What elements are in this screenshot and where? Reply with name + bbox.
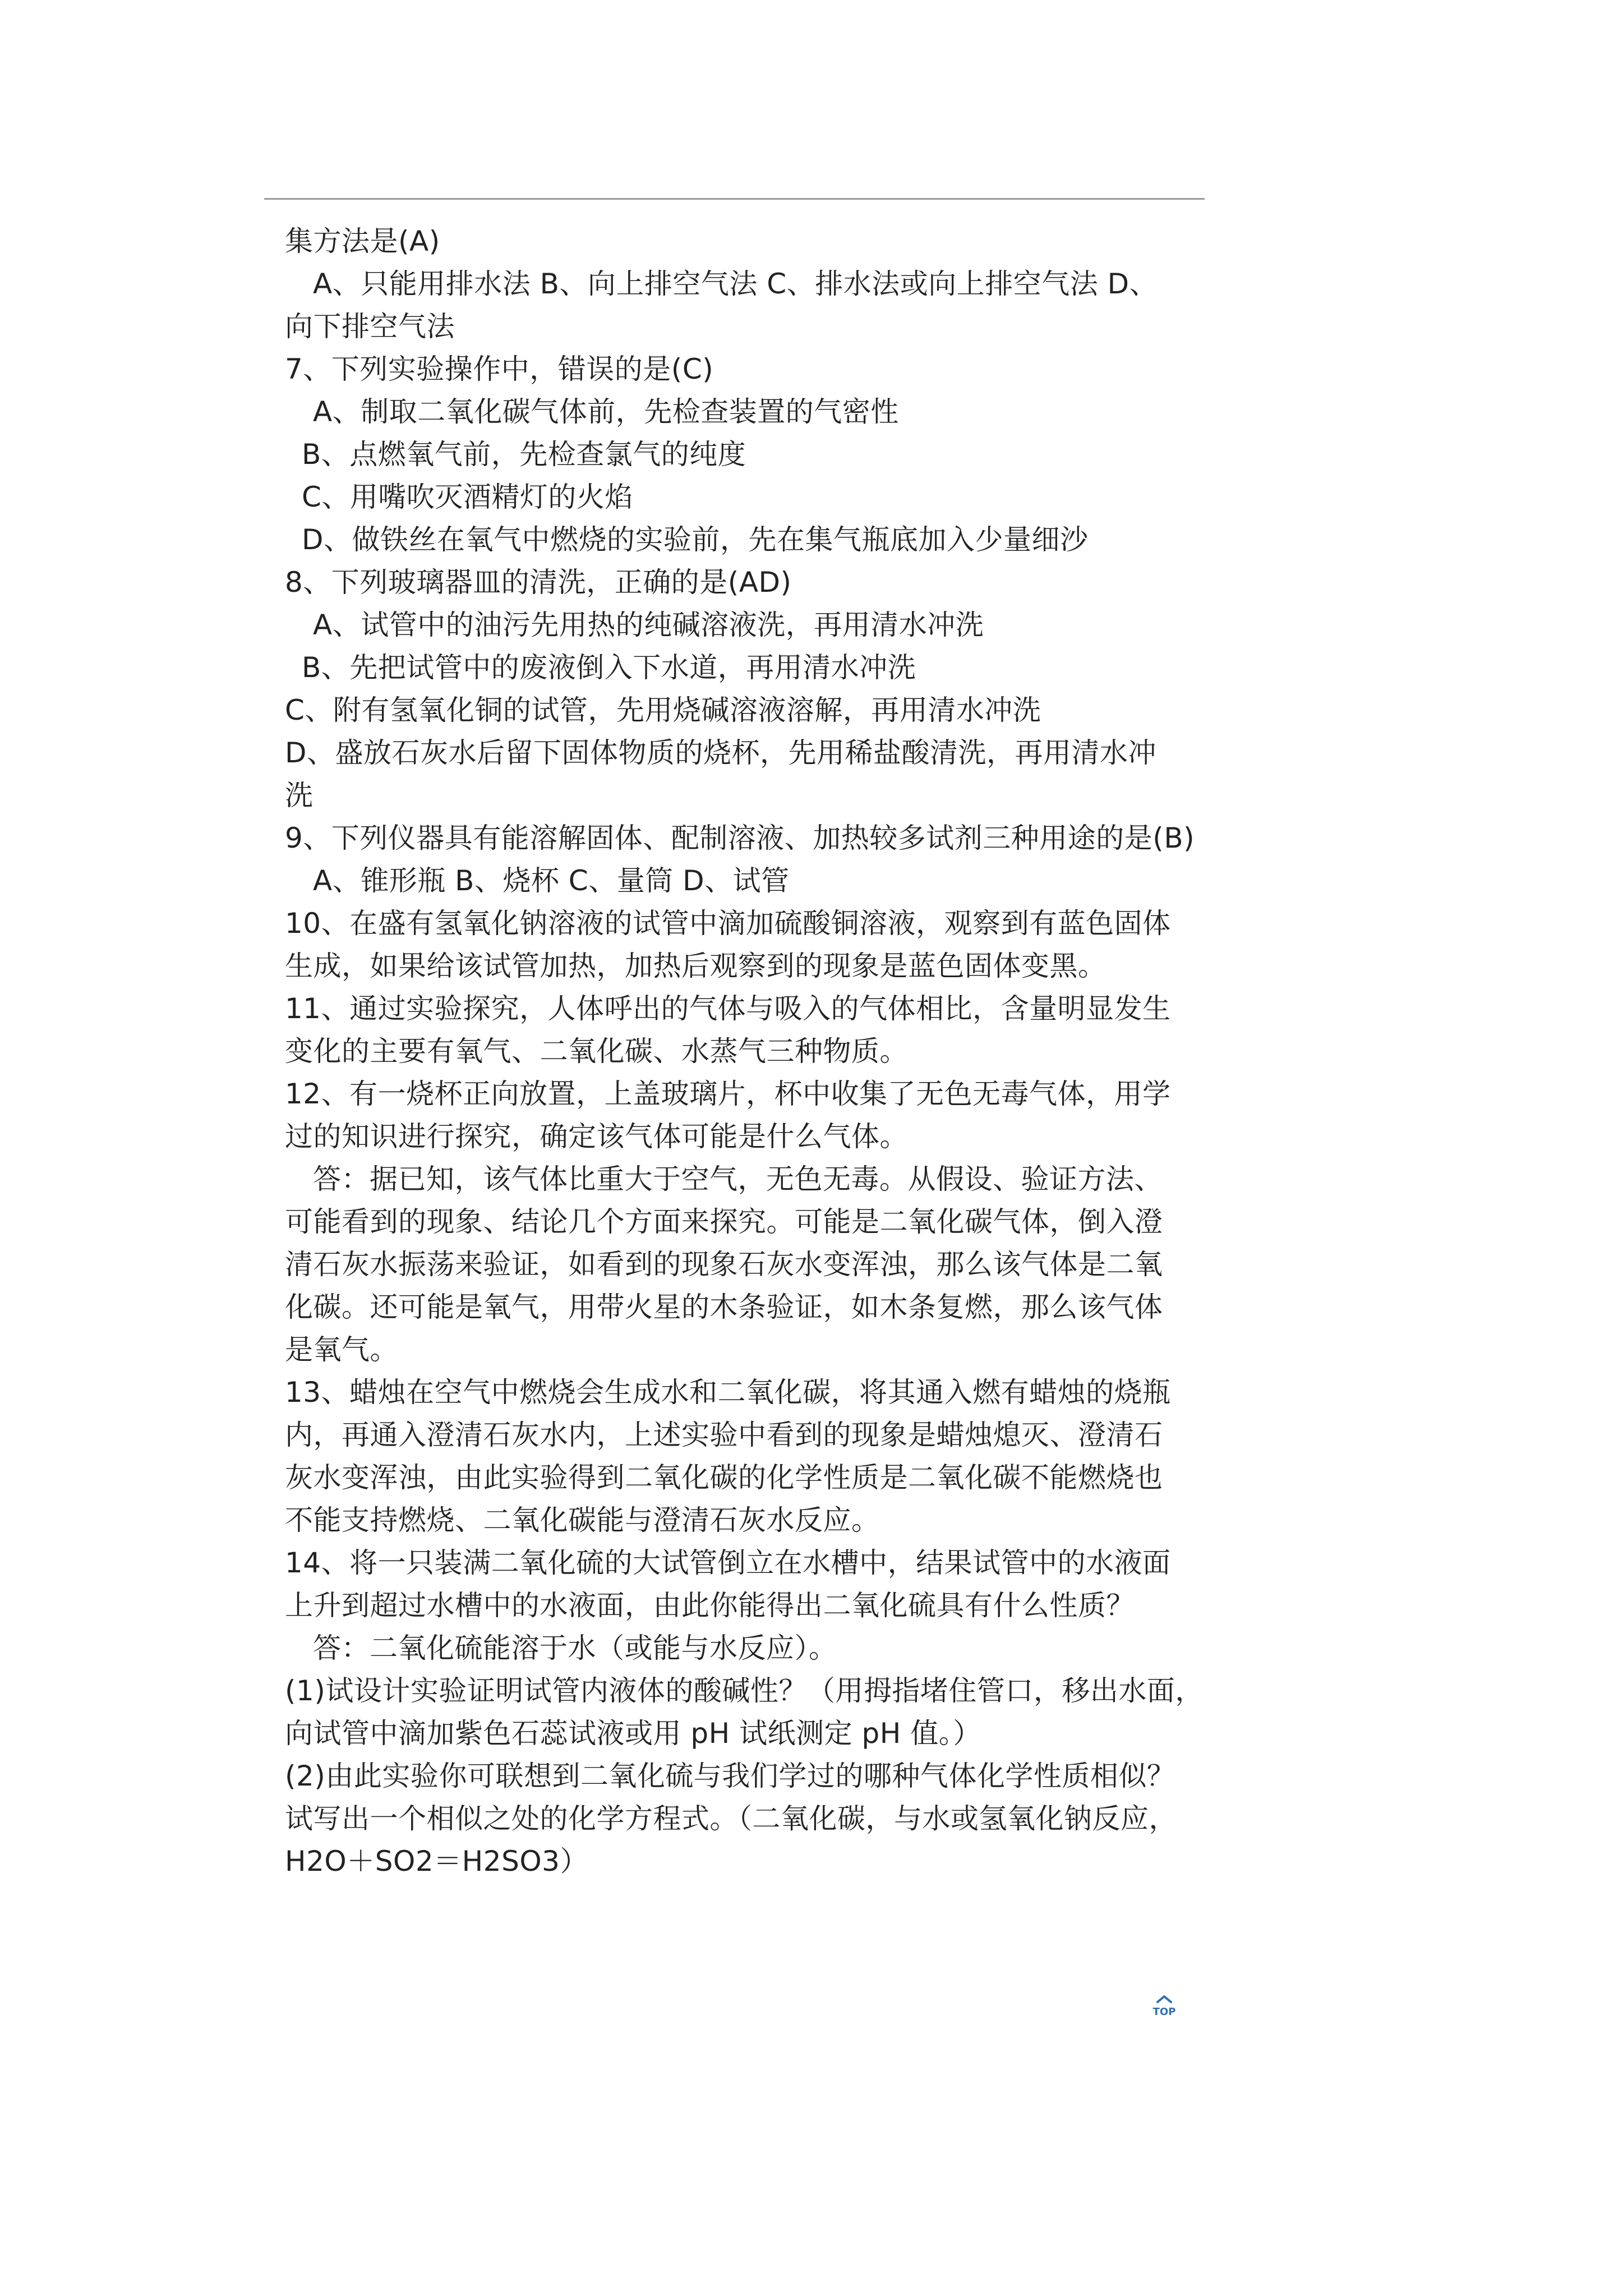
- text-line: 向下排空气法: [285, 310, 455, 343]
- text-line: D、做铁丝在氧气中燃烧的实验前，先在集气瓶底加入少量细沙: [302, 523, 1089, 556]
- text-line: 8、下列玻璃器皿的清洗，正确的是(AD): [285, 566, 792, 599]
- text-line: 洗: [285, 779, 313, 812]
- text-line: 向试管中滴加紫色石蕊试液或用 pH 试纸测定 pH 值。）: [285, 1717, 981, 1750]
- top-arrow-icon: [1146, 1994, 1182, 2017]
- text-line: 11、通过实验探究，人体呼出的气体与吸入的气体相比，含量明显发生: [285, 992, 1171, 1025]
- text-line: A、只能用排水法 B、向上排空气法 C、排水法或向上排空气法 D、: [313, 268, 1158, 300]
- text-line: 可能看到的现象、结论几个方面来探究。可能是二氧化碳气体，倒入澄: [285, 1205, 1163, 1238]
- text-line: 9、下列仪器具有能溶解固体、配制溶液、加热较多试剂三种用途的是(B): [285, 822, 1195, 854]
- text-line: 集方法是(A): [285, 225, 440, 257]
- text-line: H2O＋SO2＝H2SO3）: [285, 1845, 588, 1878]
- text-line: (1)试设计实验证明试管内液体的酸碱性？（用拇指堵住管口，移出水面，: [285, 1674, 1204, 1707]
- text-line: 10、在盛有氢氧化钠溶液的试管中滴加硫酸铜溶液，观察到有蓝色固体: [285, 907, 1171, 940]
- text-line: 14、将一只装满二氧化硫的大试管倒立在水槽中，结果试管中的水液面: [285, 1547, 1171, 1579]
- text-line: 上升到超过水槽中的水液面，由此你能得出二氧化硫具有什么性质？: [285, 1589, 1135, 1622]
- text-line: 答：据已知，该气体比重大于空气，无色无毒。从假设、验证方法、: [313, 1163, 1163, 1195]
- text-line: A、制取二氧化碳气体前，先检查装置的气密性: [313, 395, 899, 428]
- text-line: 化碳。还可能是氧气，用带火星的木条验证，如木条复燃，那么该气体: [285, 1291, 1163, 1323]
- text-line: 灰水变浑浊，由此实验得到二氧化碳的化学性质是二氧化碳不能燃烧也: [285, 1461, 1163, 1494]
- text-line: C、附有氢氧化铜的试管，先用烧碱溶液溶解，再用清水冲洗: [285, 694, 1041, 726]
- text-line: 是氧气。: [285, 1333, 398, 1366]
- top-label: TOP: [1152, 2006, 1176, 2017]
- text-line: 变化的主要有氧气、二氧化碳、水蒸气三种物质。: [285, 1035, 908, 1068]
- header-divider: [264, 198, 1205, 200]
- text-line: 答：二氧化硫能溶于水（或能与水反应）。: [313, 1632, 837, 1664]
- text-line: B、先把试管中的废液倒入下水道，再用清水冲洗: [302, 651, 916, 684]
- text-line: (2)由此实验你可联想到二氧化硫与我们学过的哪种气体化学性质相似？: [285, 1760, 1175, 1792]
- text-line: C、用嘴吹灭酒精灯的火焰: [302, 481, 633, 513]
- text-line: 内，再通入澄清石灰水内，上述实验中看到的现象是蜡烛熄灭、澄清石: [285, 1419, 1163, 1451]
- text-line: A、锥形瓶 B、烧杯 C、量筒 D、试管: [313, 864, 790, 897]
- text-line: 生成，如果给该试管加热，加热后观察到的现象是蓝色固体变黑。: [285, 950, 1106, 982]
- text-line: D、盛放石灰水后留下固体物质的烧杯，先用稀盐酸清洗，再用清水冲: [285, 737, 1156, 769]
- text-line: 试写出一个相似之处的化学方程式。（二氧化碳，与水或氢氧化钠反应，: [285, 1802, 1177, 1835]
- text-line: 7、下列实验操作中，错误的是(C): [285, 353, 714, 385]
- text-line: 过的知识进行探究，确定该气体可能是什么气体。: [285, 1120, 908, 1153]
- scroll-to-top-icon[interactable]: [1146, 1994, 1182, 2017]
- text-line: 不能支持燃烧、二氧化碳能与澄清石灰水反应。: [285, 1504, 880, 1536]
- text-line: 13、蜡烛在空气中燃烧会生成水和二氧化碳，将其通入燃有蜡烛的烧瓶: [285, 1376, 1171, 1409]
- text-line: A、试管中的油污先用热的纯碱溶液洗，再用清水冲洗: [313, 609, 984, 641]
- text-line: 12、有一烧杯正向放置，上盖玻璃片，杯中收集了无色无毒气体，用学: [285, 1078, 1171, 1110]
- text-line: 清石灰水振荡来验证，如看到的现象石灰水变浑浊，那么该气体是二氧: [285, 1248, 1163, 1281]
- document-body: [285, 220, 1204, 1883]
- text-line: B、点燃氧气前，先检查氯气的纯度: [302, 438, 746, 471]
